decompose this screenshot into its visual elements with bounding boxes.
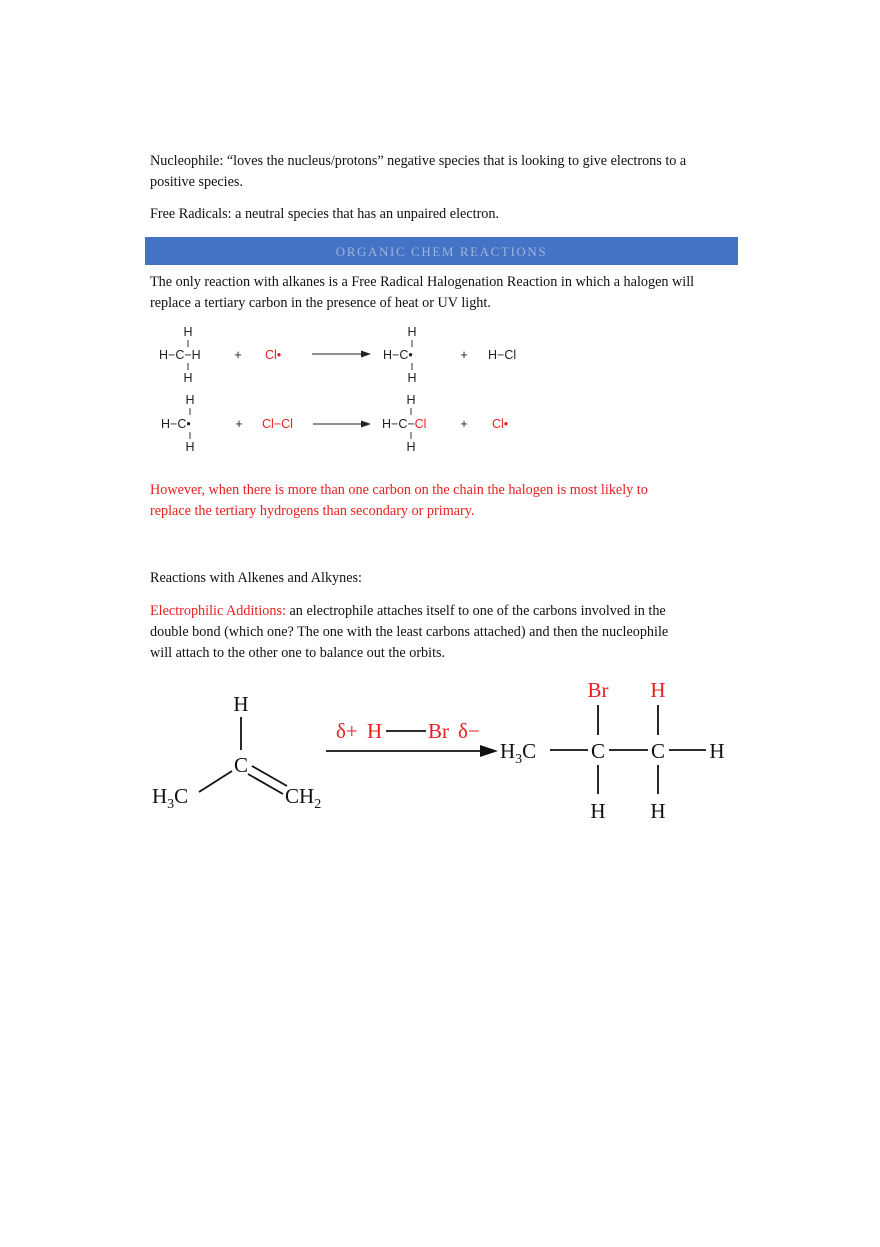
r2-product-bottom-h: H <box>406 440 416 454</box>
alkanes-line-2: replace a tertiary carbon in the presence of heat or UV light. <box>150 295 491 311</box>
propene-methylene-ch: CH <box>285 784 315 808</box>
product-right-h: H <box>709 739 725 763</box>
electrophilic-line-2: double bond (which one? The one with the least carbons attached) and then the nucleophile <box>150 624 669 640</box>
product-top-h: H <box>650 678 666 702</box>
electrophilic-line-3: will attach to the other one to balance out the orbits. <box>150 645 446 661</box>
propene-methylene-sub: 2 <box>314 797 322 812</box>
alkenes-heading: Reactions with Alkenes and Alkynes: <box>150 570 362 586</box>
alkanes-line-1: The only reaction with alkanes is a Free Radical Halogenation Reaction in which a halogen will <box>150 274 695 290</box>
note-line-2: replace the tertiary hydrogens than secondary or primary. <box>150 503 475 519</box>
r1-reactant-main: H−C−H <box>159 348 201 362</box>
free-radicals-definition: Free Radicals: a neutral species that has an unpaired electron. <box>150 206 500 222</box>
propene-top-h: H <box>233 692 249 716</box>
r1-plus-1: + <box>234 348 242 362</box>
reagent-h: H <box>367 719 383 743</box>
r2-reactant-main: H−C• <box>161 417 191 431</box>
propene-double-bond-2 <box>248 774 283 794</box>
r2-plus-2: + <box>460 417 468 431</box>
product-methyl <box>500 739 536 767</box>
product-c2: C <box>650 739 666 763</box>
product-c1: C <box>590 739 606 763</box>
product-bottom-h-2: H <box>650 799 666 823</box>
product-methyl-c: C <box>522 739 537 763</box>
propene-methyl-h: H <box>152 784 168 808</box>
propene-methylene <box>285 784 321 812</box>
propene-single-bond <box>199 771 232 792</box>
r2-product-top-h: H <box>406 393 416 407</box>
r1-product-bottom-h: H <box>407 371 417 385</box>
product-bottom-h-1: H <box>590 799 606 823</box>
nucleophile-line-1: Nucleophile: “loves the nucleus/protons” negative species that is looking to give electrons to a <box>150 153 687 169</box>
product-br: Br <box>587 678 609 702</box>
reagent-br: Br <box>428 719 449 743</box>
r2-reactant-bottom-h: H <box>185 440 195 454</box>
propene-methyl <box>152 784 188 812</box>
r2-chlorine-radical: Cl• <box>492 417 509 431</box>
nucleophile-line-2: positive species. <box>150 174 243 190</box>
r1-reactant-top-h: H <box>183 325 193 339</box>
addition-arrow-head <box>480 745 498 757</box>
note-line-1: However, when there is more than one carbon on the chain the halogen is most likely to <box>150 482 648 498</box>
r2-product-chlorine: Cl <box>414 417 427 431</box>
r1-chlorine-radical: Cl• <box>265 348 282 362</box>
product-methyl-h: H <box>500 739 516 763</box>
section-banner: ORGANIC CHEM REACTIONS <box>145 237 738 265</box>
r2-plus-1: + <box>235 417 243 431</box>
reagent-delta-plus: δ+ <box>336 719 358 743</box>
r1-product-top-h: H <box>407 325 417 339</box>
product-methyl-sub: 3 <box>515 752 523 767</box>
propene-methyl-sub: 3 <box>167 797 175 812</box>
propene-central-c: C <box>233 753 249 777</box>
r2-product-main-text: H−C− <box>382 417 415 431</box>
propene-methyl-c: C <box>174 784 189 808</box>
r1-plus-2: + <box>460 348 468 362</box>
reagent-delta-minus: δ− <box>458 719 480 743</box>
r2-reactant-top-h: H <box>185 393 195 407</box>
r1-product-main: H−C• <box>383 348 413 362</box>
r1-byproduct-text: H−Cl <box>488 348 517 362</box>
r1-reactant-bottom-h: H <box>183 371 193 385</box>
electrophilic-additions-term: Electrophilic Additions: <box>150 603 286 619</box>
r2-chlorine-molecule: Cl−Cl <box>262 417 293 431</box>
electrophilic-line-1: an electrophile attaches itself to one of the carbons involved in the <box>285 603 666 619</box>
propene-double-bond-1 <box>252 766 287 786</box>
